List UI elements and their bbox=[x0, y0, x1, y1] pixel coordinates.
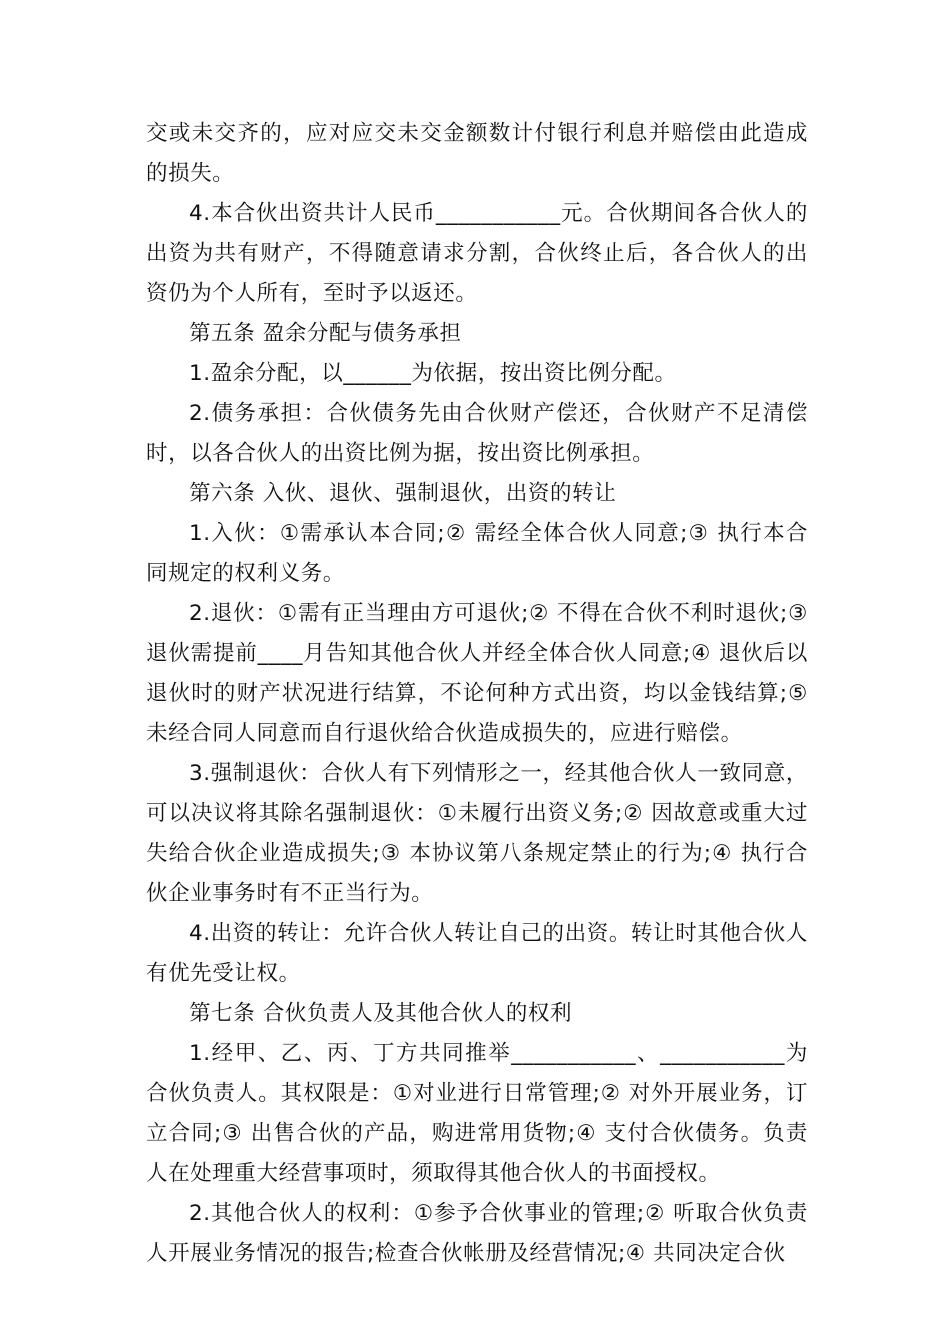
document-body bbox=[146, 114, 808, 1274]
paragraph-debt-bearing: 2.债务承担：合伙债务先由合伙财产偿还，合伙财产不足清偿时，以各合伙人的出资比例为据，按出资比例承担。 bbox=[146, 401, 808, 466]
article-7-heading: 第七条 合伙负责人及其他合伙人的权利 bbox=[189, 1001, 573, 1026]
paragraph-withdrawal: 2.退伙：①需有正当理由方可退伙;② 不得在合伙不利时退伙;③退伙需提前____月告知其他合伙人并经全体合伙人同意;④ 退伙后以退伙时的财产状况进行结算，不论何种方式出资，均以金钱结算;⑤未经合同人同意而自行退伙给合伙造成损失的，应进行赔偿。 bbox=[146, 601, 808, 746]
paragraph-joining: 1.入伙：①需承认本合同;② 需经全体合伙人同意;③ 执行本合同规定的权利义务。 bbox=[146, 521, 808, 586]
article-6-heading: 第六条 入伙、退伙、强制退伙，出资的转让 bbox=[189, 481, 617, 506]
paragraph-other-partners-rights: 2.其他合伙人的权利：①参予合伙事业的管理;② 听取合伙负责人开展业务情况的报告;检查合伙帐册及经营情况;④ 共同决定合伙 bbox=[146, 1201, 808, 1266]
paragraph-forced-withdrawal: 3.强制退伙：合伙人有下列情形之一，经其他合伙人一致同意，可以决议将其除名强制退伙：①未履行出资义务;② 因故意或重大过失给合伙企业造成损失;③ 本协议第八条规定禁止的行为;④ 执行合伙企业事务时有不正当行为。 bbox=[146, 761, 808, 906]
paragraph-capital-transfer: 4.出资的转让：允许合伙人转让自己的出资。转让时其他合伙人有优先受让权。 bbox=[146, 921, 808, 986]
paragraph-clause-4-capital: 4.本合伙出资共计人民币___________元。合伙期间各合伙人的出资为共有财产，不得随意请求分割，合伙终止后，各合伙人的出资仍为个人所有，至时予以返还。 bbox=[146, 201, 808, 306]
paragraph-continuation: 交或未交齐的，应对应交未交金额数计付银行利息并赔偿由此造成的损失。 bbox=[146, 121, 808, 186]
article-5-heading: 第五条 盈余分配与债务承担 bbox=[189, 321, 462, 346]
paragraph-profit-distribution: 1.盈余分配，以______为依据，按出资比例分配。 bbox=[189, 361, 677, 386]
paragraph-responsible-person: 1.经甲、乙、丙、丁方共同推举___________、___________为合伙负责人。其权限是：①对业进行日常管理;② 对外开展业务，订立合同;③ 出售合伙的产品，购进常用货物;④ 支付合伙债务。负责人在处理重大经营事项时，须取得其他合伙人的书面授权。 bbox=[146, 1041, 808, 1186]
